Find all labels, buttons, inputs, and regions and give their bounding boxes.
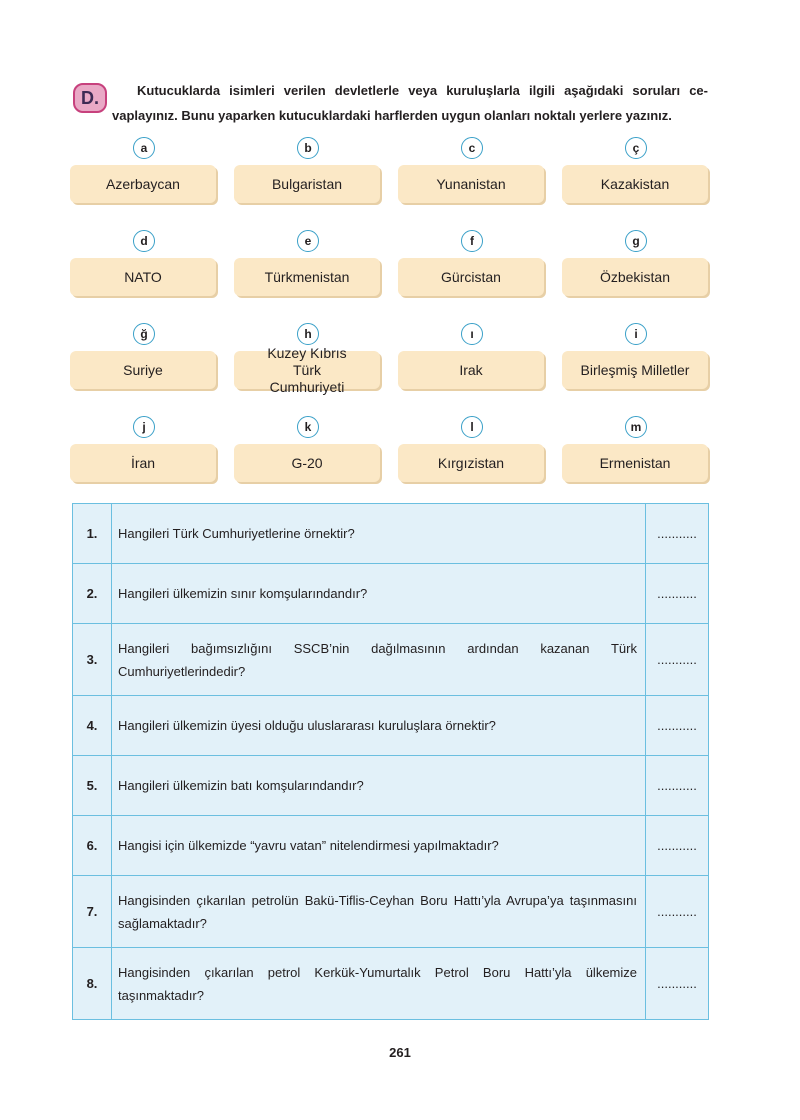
option-name: Yunanistan xyxy=(398,165,544,203)
option-letter: l xyxy=(461,416,483,438)
option-letter: a xyxy=(133,137,155,159)
answer-blank[interactable]: ........... xyxy=(646,948,709,1020)
page-number: 261 xyxy=(389,1045,411,1060)
answer-blank[interactable]: ........... xyxy=(646,876,709,948)
instruction-text xyxy=(112,78,708,128)
option-card xyxy=(562,415,710,508)
option-letter: d xyxy=(133,230,155,252)
option-name: Kuzey Kıbrıs Türk Cumhuriyeti xyxy=(234,351,380,389)
questions-table xyxy=(72,503,709,1020)
instruction-line-2: vaplayınız. Bunu yaparken kutucuklardaki harflerden uygun olanları noktalı yerlere yazınız. xyxy=(112,108,672,123)
option-name: Ermenistan xyxy=(562,444,708,482)
option-name: Kırgızistan xyxy=(398,444,544,482)
question-number: 3. xyxy=(73,624,112,696)
question-row xyxy=(73,816,709,876)
option-name: Türkmenistan xyxy=(234,258,380,296)
question-text: Hangisinden çıkarılan petrolün Bakü-Tiflis-Ceyhan Boru Hattı’yla Avrupa’ya taşınmasını sağlamaktadır? xyxy=(112,876,646,948)
option-letter: k xyxy=(297,416,319,438)
option-card xyxy=(70,229,218,322)
option-card xyxy=(70,415,218,508)
option-letter: f xyxy=(461,230,483,252)
question-text: Hangileri ülkemizin sınır komşularındandır? xyxy=(112,564,646,624)
option-letter: ğ xyxy=(133,323,155,345)
question-text: Hangileri Türk Cumhuriyetlerine örnektir? xyxy=(112,504,646,564)
question-row xyxy=(73,876,709,948)
option-name: G-20 xyxy=(234,444,380,482)
option-letter: ç xyxy=(625,137,647,159)
question-text: Hangileri ülkemizin batı komşularındandır? xyxy=(112,756,646,816)
option-name: İran xyxy=(70,444,216,482)
option-card xyxy=(234,136,382,229)
option-letter: c xyxy=(461,137,483,159)
answer-blank[interactable]: ........... xyxy=(646,504,709,564)
answer-blank[interactable]: ........... xyxy=(646,756,709,816)
option-letter: m xyxy=(625,416,647,438)
question-text: Hangisi için ülkemizde “yavru vatan” nitelendirmesi yapılmaktadır? xyxy=(112,816,646,876)
question-number: 1. xyxy=(73,504,112,564)
question-number: 4. xyxy=(73,696,112,756)
option-card xyxy=(234,322,382,415)
options-grid xyxy=(70,136,710,508)
question-row xyxy=(73,504,709,564)
option-letter: b xyxy=(297,137,319,159)
option-name: Bulgaristan xyxy=(234,165,380,203)
answer-blank[interactable]: ........... xyxy=(646,696,709,756)
question-text: Hangileri bağımsızlığını SSCB’nin dağılmasının ardından kazanan Türk Cumhuriyetlerindedir? xyxy=(112,624,646,696)
option-card xyxy=(398,415,546,508)
option-card xyxy=(398,322,546,415)
option-letter: j xyxy=(133,416,155,438)
option-name: NATO xyxy=(70,258,216,296)
option-name: Suriye xyxy=(70,351,216,389)
option-letter: g xyxy=(625,230,647,252)
option-card xyxy=(70,322,218,415)
options-row xyxy=(70,136,710,229)
question-text: Hangileri ülkemizin üyesi olduğu uluslararası kuruluşlara örnektir? xyxy=(112,696,646,756)
option-card xyxy=(562,229,710,322)
option-letter: e xyxy=(297,230,319,252)
question-row xyxy=(73,564,709,624)
section-badge: D. xyxy=(73,83,107,113)
option-card xyxy=(234,415,382,508)
options-row xyxy=(70,415,710,508)
question-row xyxy=(73,696,709,756)
question-number: 5. xyxy=(73,756,112,816)
option-card xyxy=(398,136,546,229)
option-name: Irak xyxy=(398,351,544,389)
question-row xyxy=(73,948,709,1020)
option-name: Birleşmiş Milletler xyxy=(562,351,708,389)
question-number: 7. xyxy=(73,876,112,948)
instruction-line-1: Kutucuklarda isimleri verilen devletlerle veya kuruluşlarla ilgili aşağıdaki soruları ce- xyxy=(137,83,708,98)
option-name: Azerbaycan xyxy=(70,165,216,203)
question-row xyxy=(73,756,709,816)
answer-blank[interactable]: ........... xyxy=(646,816,709,876)
option-letter: h xyxy=(297,323,319,345)
question-text: Hangisinden çıkarılan petrol Kerkük-Yumurtalık Petrol Boru Hattı’yla ülkemize taşınmaktadır? xyxy=(112,948,646,1020)
option-card xyxy=(70,136,218,229)
question-number: 8. xyxy=(73,948,112,1020)
question-row xyxy=(73,624,709,696)
option-card xyxy=(234,229,382,322)
option-card xyxy=(562,136,710,229)
option-letter: ı xyxy=(461,323,483,345)
option-card xyxy=(562,322,710,415)
question-number: 2. xyxy=(73,564,112,624)
question-number: 6. xyxy=(73,816,112,876)
option-card xyxy=(398,229,546,322)
answer-blank[interactable]: ........... xyxy=(646,564,709,624)
option-name: Kazakistan xyxy=(562,165,708,203)
option-letter: i xyxy=(625,323,647,345)
option-name: Gürcistan xyxy=(398,258,544,296)
answer-blank[interactable]: ........... xyxy=(646,624,709,696)
options-row xyxy=(70,322,710,415)
options-row xyxy=(70,229,710,322)
option-name: Özbekistan xyxy=(562,258,708,296)
